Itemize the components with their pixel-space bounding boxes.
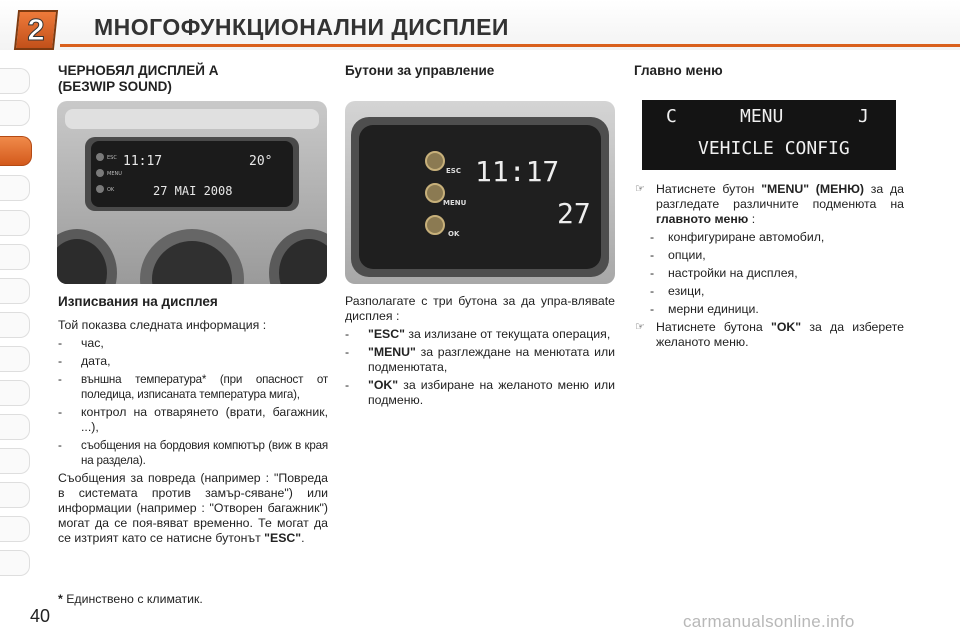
left-outro: Съобщения за повреда (например : "Повреда в системата против замър-сяване") или информации (например : "Отворен багажник") могат да се поя-вяват временно. Те могат да се изтрият като се натисне бутонът "ESC". bbox=[58, 471, 328, 545]
right-body-text bbox=[632, 182, 904, 353]
svg-text:J: J bbox=[858, 106, 869, 127]
menu-label: MENU bbox=[443, 199, 467, 207]
chapter-tab-10[interactable] bbox=[0, 380, 30, 406]
middle-body-text bbox=[345, 294, 615, 411]
buttons-photo bbox=[345, 101, 615, 284]
chapter-tab-12[interactable] bbox=[0, 448, 30, 474]
svg-text:C: C bbox=[666, 106, 677, 127]
chapter-tab-6[interactable] bbox=[0, 244, 30, 270]
page-number: 40 bbox=[30, 606, 51, 626]
chapter-tab-2[interactable] bbox=[0, 100, 30, 126]
svg-text:MENU: MENU bbox=[107, 171, 122, 177]
svg-text:OK: OK bbox=[107, 187, 115, 193]
dashboard-photo-left bbox=[57, 101, 327, 284]
chapter-tab-15[interactable] bbox=[0, 550, 30, 576]
chapter-tab-13[interactable] bbox=[0, 482, 30, 508]
chapter-tab-14[interactable] bbox=[0, 516, 30, 542]
ok-label: OK bbox=[448, 230, 460, 238]
lcd-time: 11:17 bbox=[123, 154, 163, 169]
page-title: МНОГОФУНКЦИОНАЛНИ ДИСПЛЕИ bbox=[94, 14, 509, 40]
chapter-tab-1[interactable] bbox=[0, 68, 30, 94]
svg-text:ESC: ESC bbox=[107, 155, 117, 161]
chapter-tab-active[interactable] bbox=[0, 136, 32, 166]
arrow-icon: ☞ bbox=[635, 321, 645, 333]
footnote: * Единствено с климатик. bbox=[58, 592, 203, 606]
list-item: - контрол на отварянето (врати, багажник, ...), bbox=[58, 405, 328, 434]
list-item: - дата, bbox=[58, 354, 111, 368]
chapter-tab-4[interactable] bbox=[0, 175, 30, 201]
esc-label: ESC bbox=[446, 167, 461, 175]
chapter-number: 2 bbox=[27, 12, 45, 47]
step-ok: ☞ Натиснете бутона "OK" за да изберете желаното меню. bbox=[635, 320, 904, 349]
left-intro: Той показва следната информация : bbox=[58, 318, 267, 332]
lcd-value-large: 27 bbox=[557, 197, 591, 230]
lcd-time-large: 11:17 bbox=[475, 155, 560, 188]
list-item: - "OK" за избиране на желаното меню или подменю. bbox=[345, 378, 615, 407]
list-item: - "MENU" за разглеждане на менютата или подменютата, bbox=[345, 345, 615, 374]
list-item: - мерни единици. bbox=[650, 302, 759, 316]
chapter-badge bbox=[16, 10, 56, 50]
right-heading: Главно меню bbox=[634, 63, 723, 78]
chapter-tab-11[interactable] bbox=[0, 414, 30, 440]
section-title-displays: Изписвания на дисплея bbox=[58, 294, 218, 309]
list-item: - "ESC" за излизане от текущата операция, bbox=[345, 327, 611, 341]
arrow-icon: ☞ bbox=[635, 183, 645, 195]
list-item: - външна температура* (при опасност от поледица, изписаната температура мига), bbox=[58, 373, 328, 401]
list-item: - настройки на дисплея, bbox=[650, 266, 798, 280]
lcd-date: 27 MAI 2008 bbox=[153, 184, 233, 198]
chapter-tab-9[interactable] bbox=[0, 346, 30, 372]
svg-text:VEHICLE CONFIG: VEHICLE CONFIG bbox=[698, 138, 850, 159]
list-item: - езици, bbox=[650, 284, 705, 298]
watermark: carmanualsonline.info bbox=[683, 612, 855, 631]
middle-intro: Разполагате с три бутона за да упра-вляваte дисплея : bbox=[345, 294, 615, 323]
svg-text:MENU: MENU bbox=[740, 106, 784, 127]
chapter-tab-5[interactable] bbox=[0, 210, 30, 236]
list-item: - час, bbox=[58, 336, 104, 350]
left-heading: ЧЕРНОБЯЛ ДИСПЛЕЙ А (БЕЗWIP SOUND) bbox=[58, 63, 219, 94]
chapter-tab-8[interactable] bbox=[0, 312, 30, 338]
step-menu: ☞ Натиснете бутон "MENU" (МЕНЮ) за да разгледате различните подменюта на главното меню : bbox=[635, 182, 904, 226]
middle-heading: Бутони за управление bbox=[345, 63, 495, 78]
list-item: - съобщения на бордовия компютър (виж в края на раздела). bbox=[58, 439, 328, 467]
lcd-temp: 20° bbox=[249, 154, 273, 169]
left-body-text bbox=[58, 318, 328, 549]
chapter-tab-7[interactable] bbox=[0, 278, 30, 304]
header-underline bbox=[60, 44, 960, 47]
list-item: - опции, bbox=[650, 248, 706, 262]
main-menu-lcd bbox=[642, 100, 896, 170]
list-item: - конфигуриране автомобил, bbox=[650, 230, 825, 244]
